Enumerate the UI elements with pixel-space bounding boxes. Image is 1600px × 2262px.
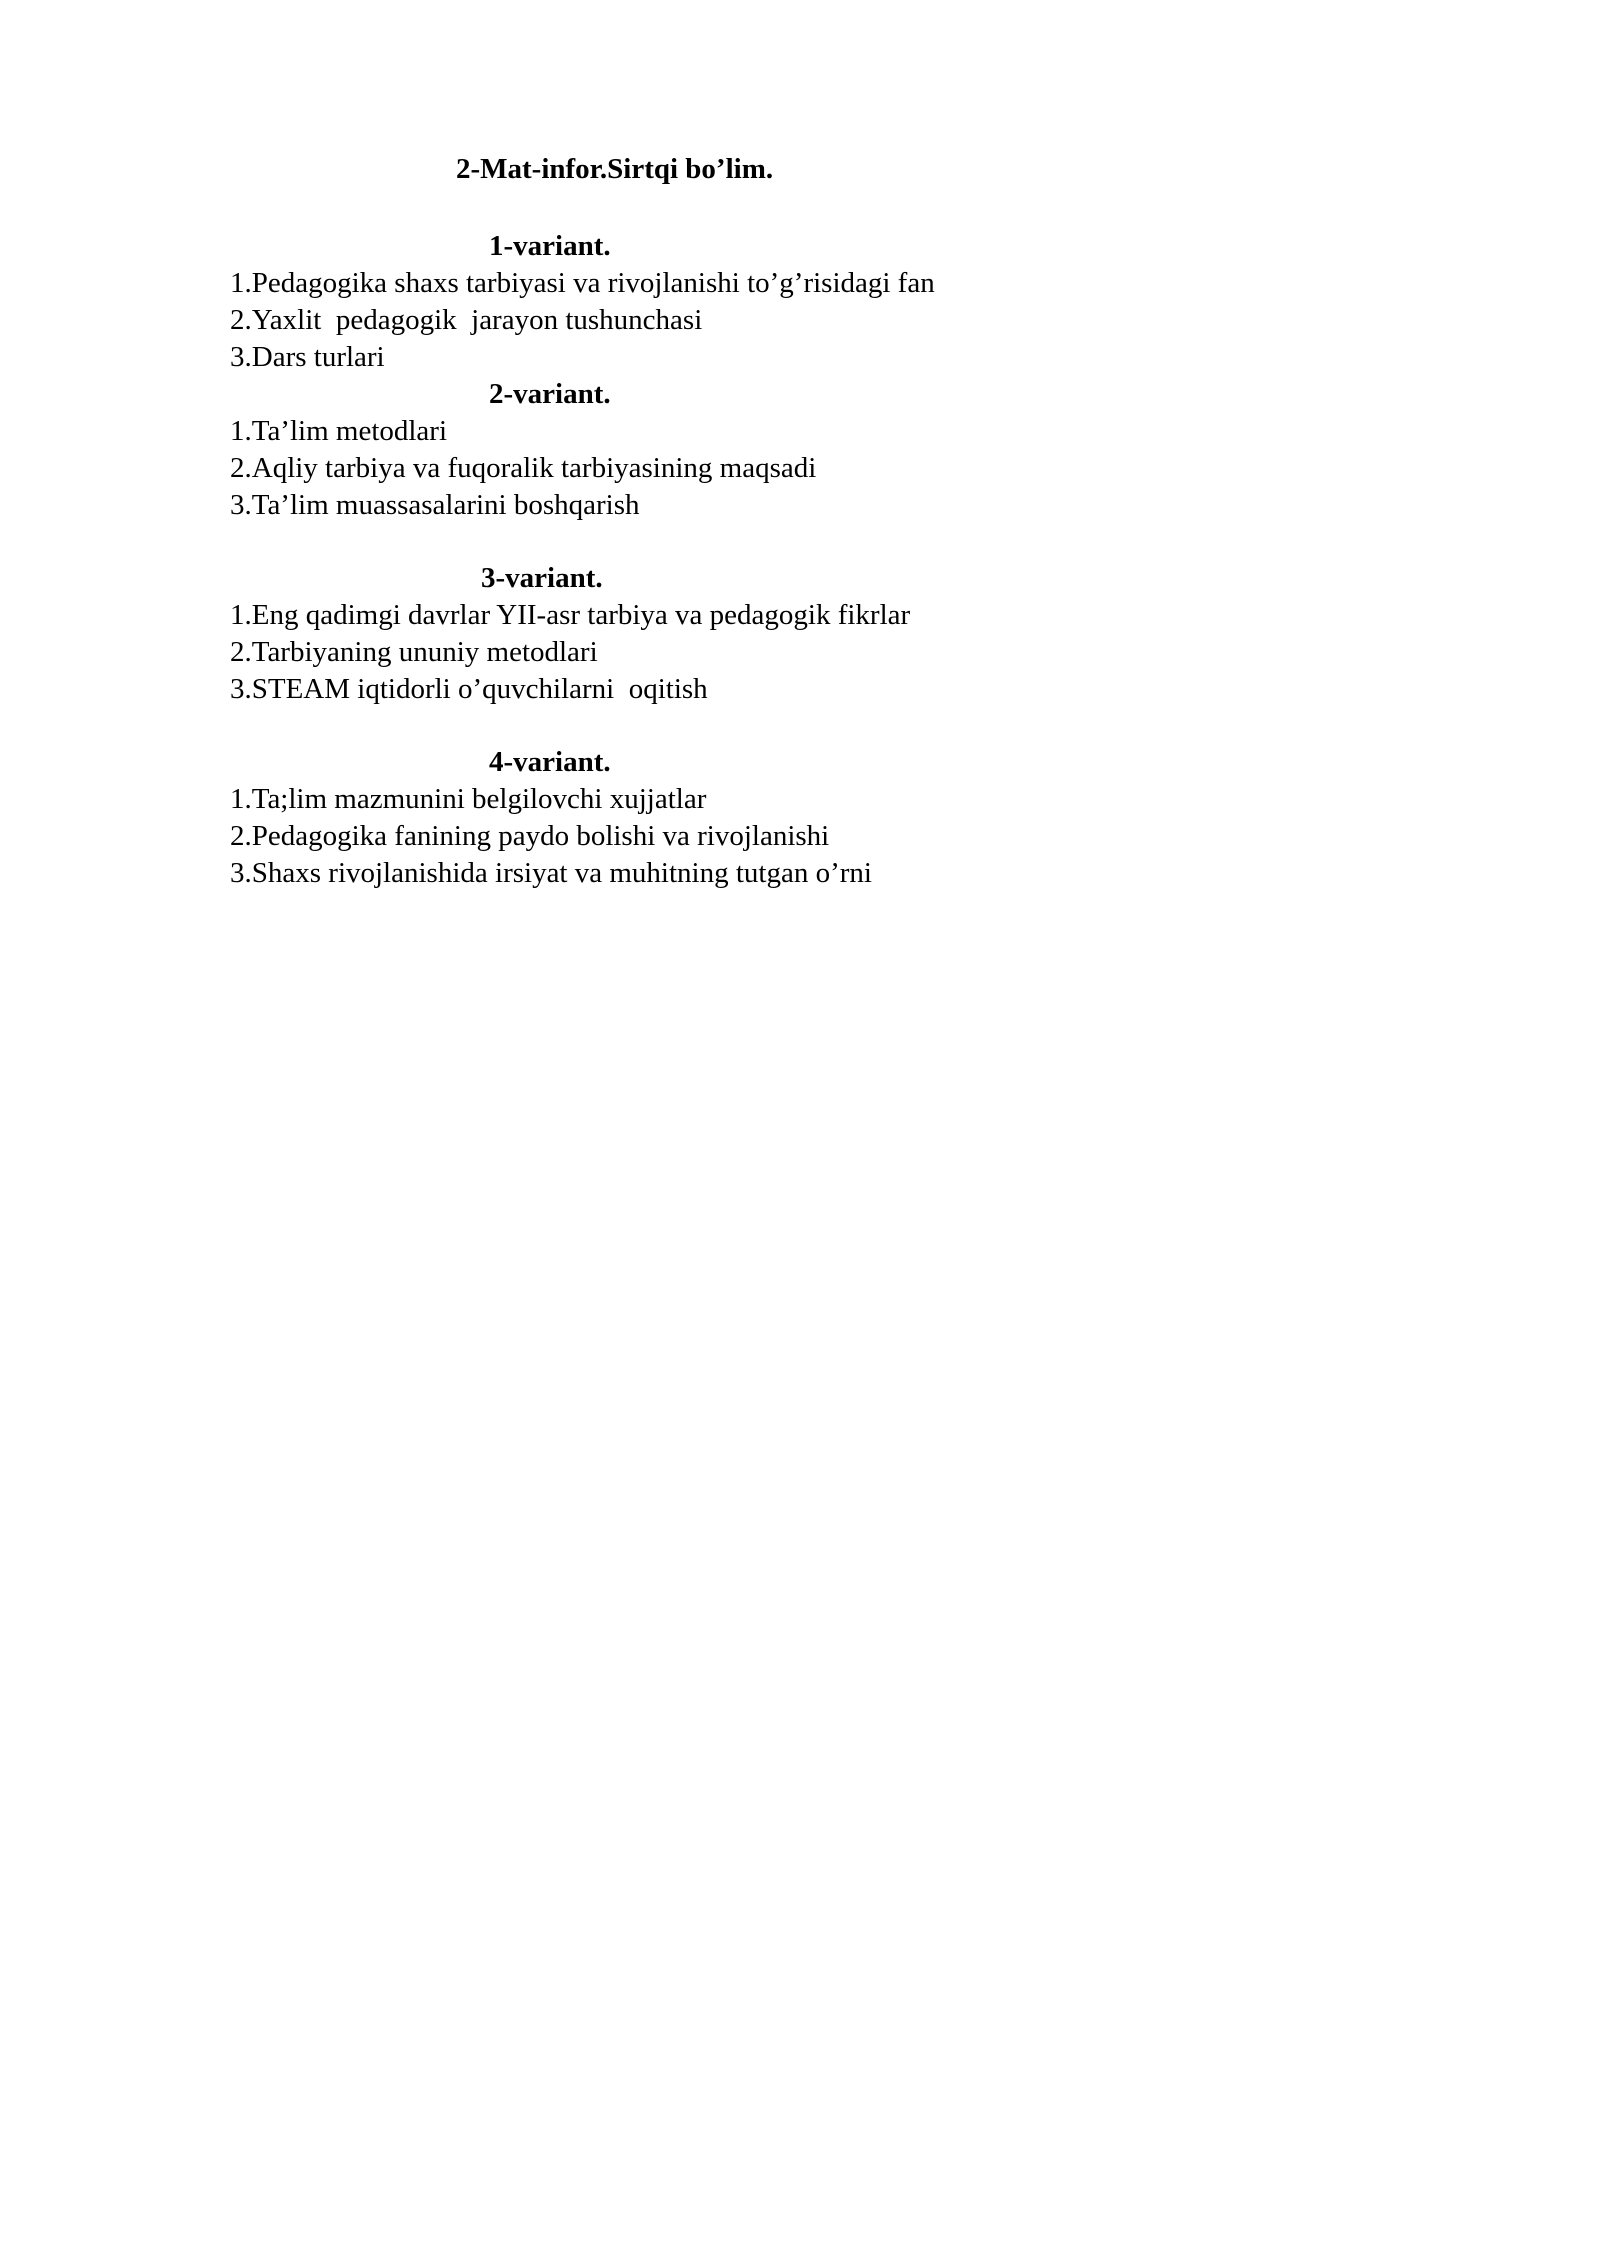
variant-1-item-2: 2.Yaxlit pedagogik jarayon tushunchasi: [230, 304, 703, 336]
variant-3-item-3: 3.STEAM iqtidorli o’quvchilarni oqitish: [230, 673, 708, 705]
variant-1-heading: 1-variant.: [489, 230, 611, 262]
variant-2-item-3: 3.Ta’lim muassasalarini boshqarish: [230, 489, 640, 521]
variant-1-item-3: 3.Dars turlari: [230, 341, 385, 373]
variant-2-heading: 2-variant.: [489, 378, 611, 410]
document-title: 2-Mat-infor.Sirtqi bo’lim.: [456, 153, 774, 185]
variant-4-item-2: 2.Pedagogika fanining paydo bolishi va rivojlanishi: [230, 820, 830, 852]
variant-2-item-1: 1.Ta’lim metodlari: [230, 415, 448, 447]
variant-3-item-2: 2.Tarbiyaning ununiy metodlari: [230, 636, 598, 668]
variant-3-item-1: 1.Eng qadimgi davrlar YII-asr tarbiya va pedagogik fikrlar: [230, 599, 911, 631]
variant-4-item-3: 3.Shaxs rivojlanishida irsiyat va muhitning tutgan o’rni: [230, 857, 872, 889]
variant-1-item-1: 1.Pedagogika shaxs tarbiyasi va rivojlanishi to’g’risidagi fan: [230, 267, 935, 299]
variant-2-item-2: 2.Aqliy tarbiya va fuqoralik tarbiyasining maqsadi: [230, 452, 817, 484]
variant-4-item-1: 1.Ta;lim mazmunini belgilovchi xujjatlar: [230, 783, 707, 815]
variant-3-heading: 3-variant.: [481, 562, 603, 594]
variant-4-heading: 4-variant.: [489, 746, 611, 778]
